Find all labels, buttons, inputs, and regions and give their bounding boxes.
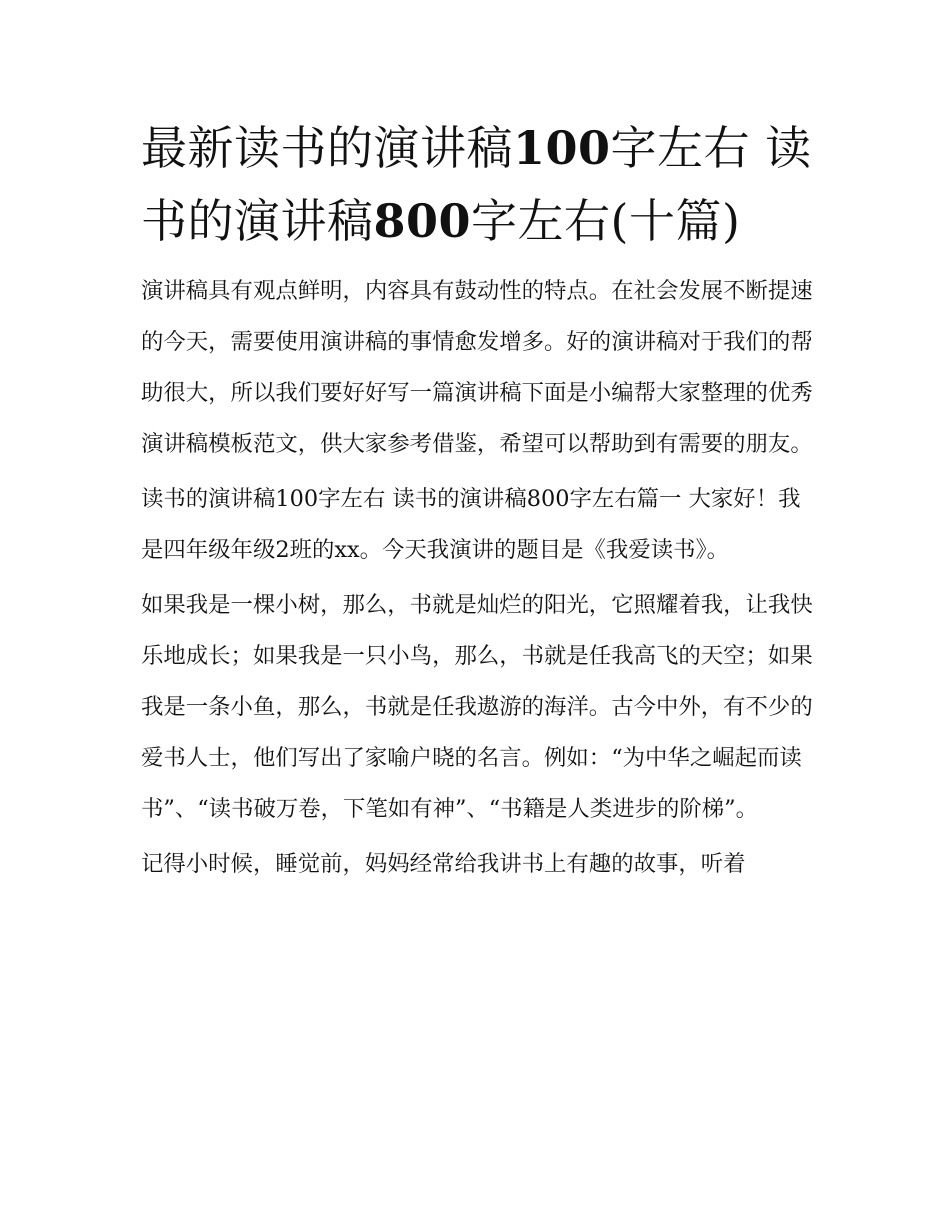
paragraph-metaphor: 如果我是一棵小树，那么，书就是灿烂的阳光，它照耀着我，让我快乐地成长；如果我是一只小鸟，那么，书就是任我高飞的天空；如果我是一条小鱼，那么，书就是任我遨游的海洋。古今中外，有不少的爱书人士，他们写出了家喻户晓的名言。例如：“为中华之崛起而读书”、“读书破万卷，下笔如有神”、“书籍是人类进步的阶梯”。 — [141, 592, 813, 822]
paragraph-childhood: 记得小时候，睡觉前，妈妈经常给我讲书上有趣的故事，听着 — [141, 851, 746, 877]
paragraph-intro: 演讲稿具有观点鲜明，内容具有鼓动性的特点。在社会发展不断提速的今天，需要使用演讲稿的事情愈发增多。好的演讲稿对于我们的帮助很大，所以我们要好好写一篇演讲稿下面是小编帮大家整理的优秀演讲稿模板范文，供大家参考借鉴，希望可以帮助到有需要的朋友。 — [141, 278, 813, 457]
paragraph-opening: 读书的演讲稿100字左右 读书的演讲稿800字左右篇一 大家好！我是四年级年级2班的xx。今天我演讲的题目是《我爱读书》。 — [141, 486, 801, 563]
document-title: 最新读书的演讲稿100字左右 读书的演讲稿800字左右(十篇) — [141, 121, 812, 248]
document-page — [141, 112, 813, 890]
